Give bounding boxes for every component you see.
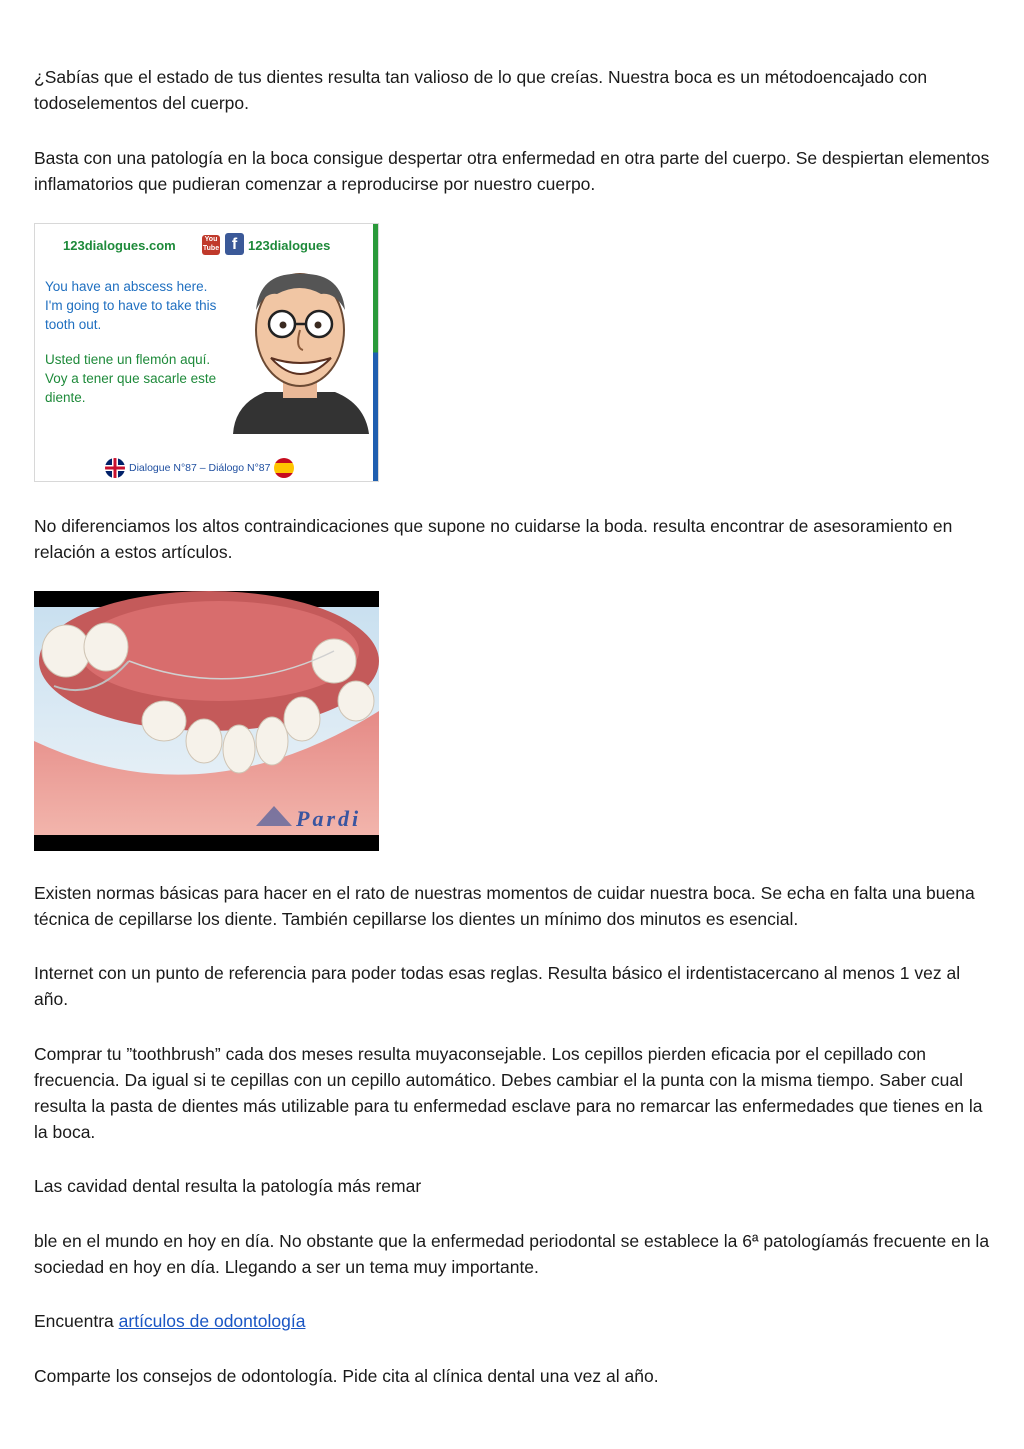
paragraph-toothbrush: Comprar tu ”toothbrush” cada dos meses resulta muyaconsejable. Los cepillos pierden eficacia por el cepillado con frecuencia. Da igual si te cepillas con un cepillo automático. Debes cambiar el la punta con la misma tiempo. Saber cual resulta la pasta de dientes más utilizable para tu enfermedad esclave para no remarcar las enfermedades que tienes en la la boca.: [34, 1044, 983, 1142]
dentist-caricature: [225, 264, 375, 434]
paragraph-share: Comparte los consejos de odontología. Pide cita al clínica dental una vez al año.: [34, 1366, 659, 1386]
odontology-articles-link[interactable]: artículos de odontología: [118, 1311, 306, 1331]
facebook-icon: f: [225, 233, 244, 255]
watermark-text: Pardi: [296, 806, 362, 831]
paragraph-find: [34, 1308, 990, 1334]
dialogue-number: Dialogue N°87 – Diálogo N°87: [129, 462, 271, 474]
paragraph-basic-rules: Existen normas básicas para hacer en el rato de nuestras momentos de cuidar nuestra boca. Se echa en falta una buena técnica de cepillarse los diente. También cepillarse los dientes un mínimo dos minutos es esencial.: [34, 883, 975, 929]
youtube-icon: You Tube: [202, 235, 220, 255]
teeth-illustration-image: [34, 591, 379, 851]
site-name-right: 123dialogues: [248, 238, 331, 253]
paragraph-periodontal: ble en el mundo en hoy en día. No obstante que la enfermedad periodontal se establece la 6ª patologíamás frecuente en la sociedad en hoy en día. Llegando a ser un tema muy importante.: [34, 1231, 990, 1277]
paragraph-intro: ¿Sabías que el estado de tus dientes resulta tan valioso de lo que creías. Nuestra boca es un métodoencajado con todoselementos del cuerpo.: [34, 67, 928, 113]
paragraph-internet: Internet con un punto de referencia para poder todas esas reglas. Resulta básico el irdentistacercano al menos 1 vez al año.: [34, 963, 961, 1009]
paragraph-cavity: Las cavidad dental resulta la patología más remar: [34, 1176, 422, 1196]
paragraph-contraindications: No diferenciamos los altos contraindicaciones que supone no cuidarse la boda. resulta encontrar de asesoramiento en relación a estos artículos.: [34, 516, 953, 562]
paragraph-pathology: Basta con una patología en la boca consigue despertar otra enfermedad en otra parte del cuerpo. Se despiertan elementos inflamatorios que pudieran comenzar a reproducirse por nuestro cuerpo.: [34, 148, 990, 194]
uk-flag-icon: [105, 458, 125, 478]
find-prefix: Encuentra: [34, 1311, 119, 1331]
card-footer: [105, 458, 325, 478]
english-dialogue: You have an abscess here. I'm going to have to take this tooth out.: [45, 279, 217, 332]
spain-flag-icon: [274, 458, 294, 478]
site-name-left: 123dialogues.com: [63, 238, 176, 253]
dentist-dialogue-image: [34, 223, 379, 482]
spanish-dialogue: Usted tiene un flemón aquí. Voy a tener que sacarle este diente.: [45, 352, 217, 405]
